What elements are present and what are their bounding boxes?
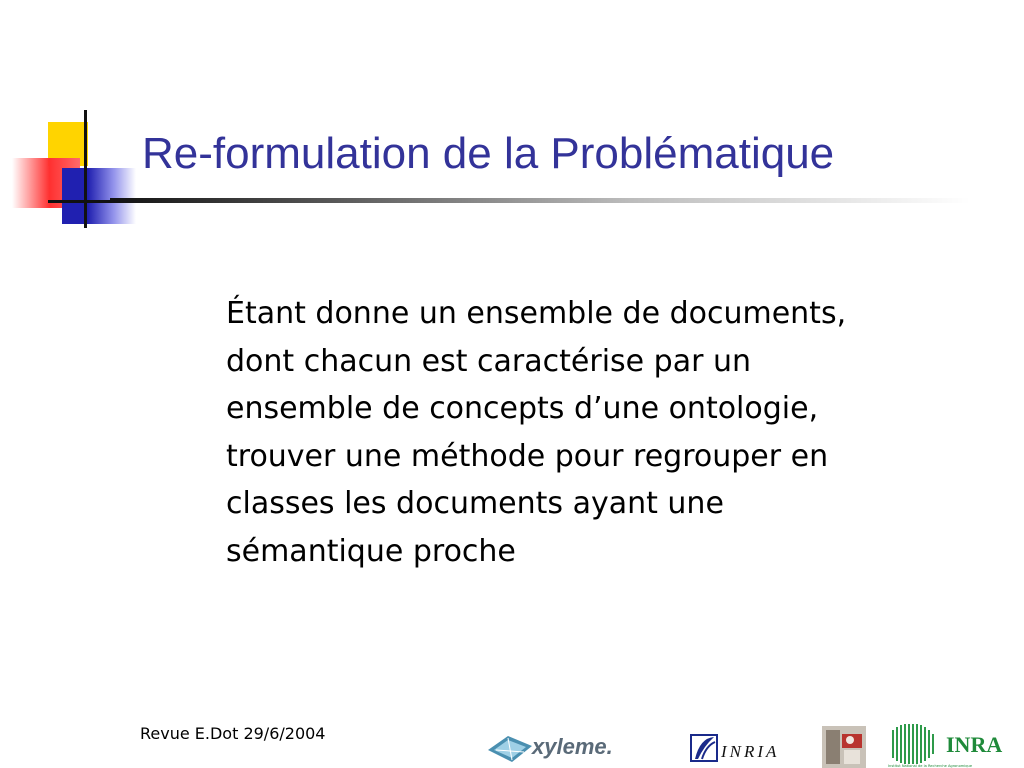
xyleme-logo xyxy=(486,728,656,768)
title-underline xyxy=(110,198,970,203)
inra-logo xyxy=(888,724,1008,768)
inra-caption: Institut National de la Recherche Agronomique xyxy=(888,764,973,768)
inra-wordmark: INRA xyxy=(946,732,1003,757)
corner-ornament xyxy=(0,100,140,235)
xyleme-wordmark: xyleme. xyxy=(532,734,613,759)
inria-wordmark: INRIA xyxy=(721,742,780,761)
inria-logo xyxy=(690,732,802,764)
body-line: classes les documents ayant une xyxy=(226,486,724,521)
body-line: trouver une méthode pour regrouper en xyxy=(226,438,829,474)
lri-logo xyxy=(822,726,866,768)
body-line: dont chacun est caractérise par un xyxy=(226,343,751,379)
ornament-vertical-line xyxy=(84,110,87,228)
body-line: Étant donne un ensemble de documents, xyxy=(226,296,847,331)
slide-title: Re-formulation de la Problématique xyxy=(142,129,835,178)
footer-text: Revue E.Dot 29/6/2004 xyxy=(140,724,326,743)
ornament-blue-square xyxy=(62,168,136,224)
body-text xyxy=(226,290,986,575)
body-line: ensemble de concepts d’une ontologie, xyxy=(226,391,819,426)
body-line: sémantique proche xyxy=(226,533,516,569)
